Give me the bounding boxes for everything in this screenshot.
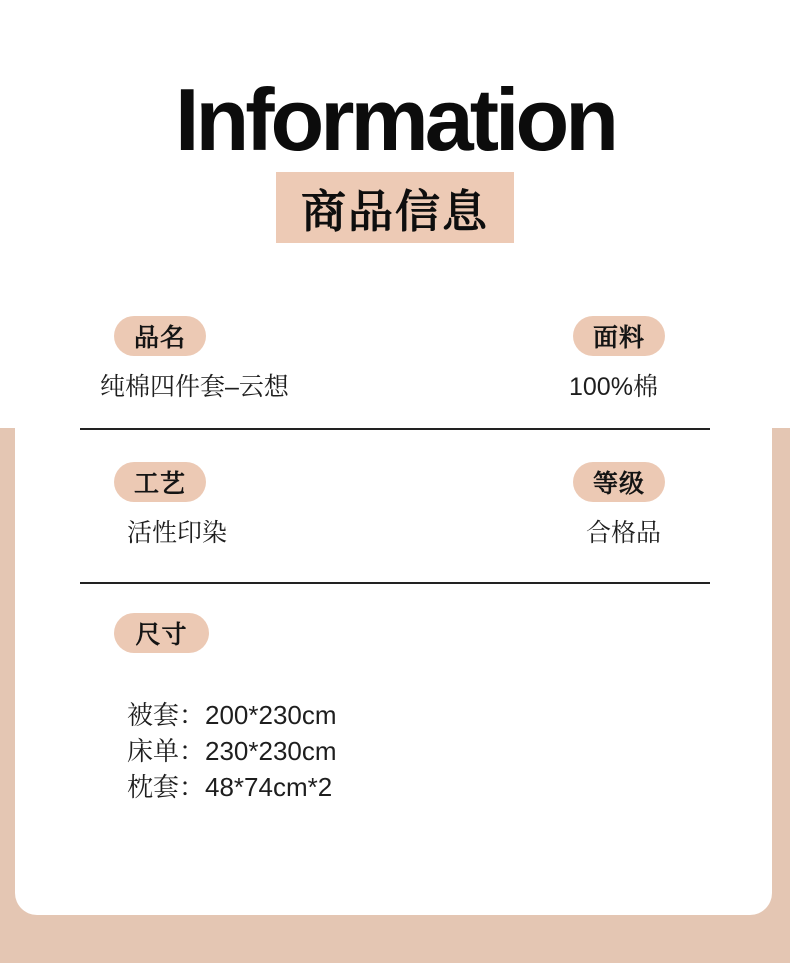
spec-value-product-name: 纯棉四件套–云想 xyxy=(100,373,289,401)
page-title-english: Information xyxy=(175,70,615,169)
spec-label-product-name xyxy=(114,316,206,356)
spec-value-fabric: 100%棉 xyxy=(569,373,658,401)
page-title-chinese: 商品信息 xyxy=(300,186,489,237)
size-line-pillowcase: 枕套：48*74cm*2 xyxy=(127,772,333,802)
spec-label-size xyxy=(114,613,209,653)
spec-value-craft: 活性印染 xyxy=(127,519,228,547)
divider-line xyxy=(80,582,710,584)
page-title-chinese-badge xyxy=(276,172,514,243)
divider-line xyxy=(80,428,710,430)
spec-label-text: 品名 xyxy=(133,324,186,352)
spec-label-text: 工艺 xyxy=(133,470,186,498)
size-list xyxy=(127,697,337,805)
spec-value-grade: 合格品 xyxy=(586,519,662,547)
size-line-duvet-cover: 被套：200*230cm xyxy=(127,700,337,730)
spec-label-fabric xyxy=(573,316,665,356)
spec-label-text: 面料 xyxy=(592,324,645,352)
spec-label-craft xyxy=(114,462,206,502)
size-line-bed-sheet: 床单：230*230cm xyxy=(127,736,337,766)
spec-label-text: 等级 xyxy=(592,470,645,498)
spec-label-text: 尺寸 xyxy=(135,621,188,649)
spec-label-grade xyxy=(573,462,665,502)
